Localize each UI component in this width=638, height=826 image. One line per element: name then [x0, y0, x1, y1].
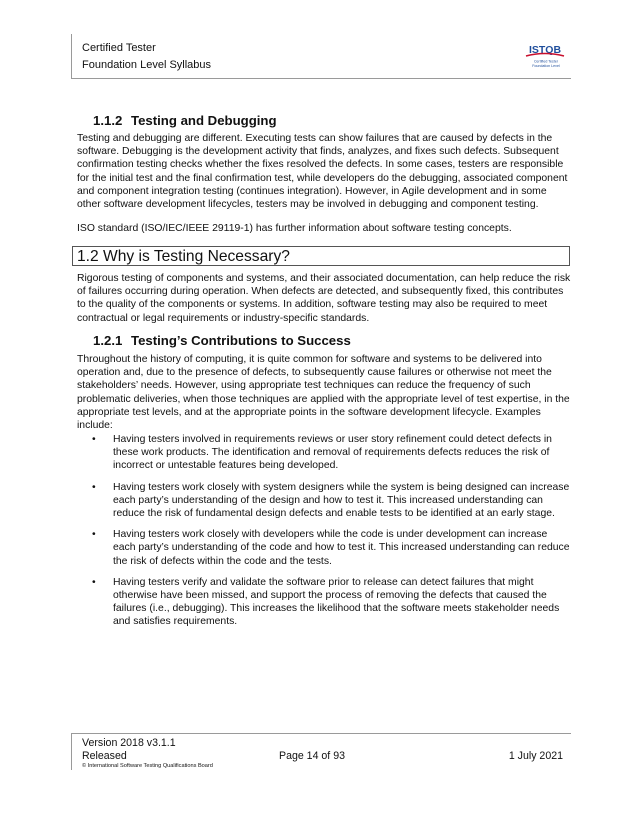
page-header	[71, 34, 571, 79]
footer-page-number: Page 14 of 93	[279, 750, 345, 762]
header-line-1: Certified Tester	[82, 42, 156, 54]
list-item	[77, 433, 571, 473]
bullet-glyph: •	[92, 576, 96, 588]
heading-title: Testing’s Contributions to Success	[131, 333, 351, 348]
paragraph-testing-debugging: Testing and debugging are different. Executing tests can show failures that are caused by defects in the software. Debugging is the development activity that finds, analyzes, and fixes such defects. Subsequent confirmation testing checks whether the fixes resolved the defects. In some cases, testers are responsible for the initial test and the final confirmation test, while developers do the debugging, associated component and component integration testing (continues integration). However, in Agile development and in some other software development lifecycles, testers may be involved in debugging and component testing.	[77, 133, 568, 211]
list-item-text: Having testers work closely with developers while the code is under development can increase each party’s understanding of the code and how to test it. This increased understanding can reduce the risk of defects within the code and the tests.	[113, 529, 570, 567]
list-item	[77, 481, 571, 521]
list-item-text: Having testers involved in requirements reviews or user story refinement could detect defects in these work products. The identification and removal of requirements defects reduces the risk of incorrect or untestable features being developed.	[113, 434, 552, 472]
heading-1-1-2	[93, 112, 277, 129]
footer-status: Released	[82, 750, 127, 762]
list-item-text: Having testers work closely with system designers while the system is being designed can increase each party’s understanding of the design and how to test it. This increased understanding can reduce the risk of fundamental design defects and enable tests to be identified at an early stage.	[113, 481, 570, 520]
header-line-2: Foundation Level Syllabus	[82, 59, 212, 71]
logo-sub-2: Foundation Level	[532, 64, 560, 68]
footer-version: Version 2018 v3.1.1	[82, 737, 176, 749]
list-item	[77, 576, 571, 629]
examples-list	[77, 433, 571, 637]
bullet-glyph: •	[92, 434, 96, 445]
paragraph-contributions: Throughout the history of computing, it is quite common for software and systems to be delivered into operation and, due to the presence of defects, to subsequently cause failures or otherwise not meet the stakeholders’ needs. However, using appropriate test techniques can reduce the frequency of such problematic deliveries, when those techniques are applied with the appropriate level of test expertise, in the appropriate test levels, and at the appropriate points in the software development lifecycle. Examples include:	[77, 354, 570, 432]
paragraph-why-testing: Rigorous testing of components and systems, and their associated documentation, can help reduce the risk of failures occurring during operation. When defects are detected, and subsequently fixed, this contributes to the quality of the components or systems. In addition, software testing may also be required to meet contractual or legal requirements or industry-specific standards.	[77, 273, 571, 324]
logo-text: ISTQB	[528, 44, 562, 56]
logo-sub-1: Certified Tester	[533, 59, 559, 64]
list-item	[77, 528, 571, 568]
heading-1-2-1	[93, 332, 351, 349]
istqb-logo	[522, 42, 568, 72]
header-left-rule	[71, 34, 72, 78]
bullet-glyph: •	[92, 529, 96, 541]
footer-date: 1 July 2021	[508, 750, 563, 762]
page-footer	[71, 733, 571, 770]
paragraph-iso-standard: ISO standard (ISO/IEC/IEEE 29119-1) has further information about software testing concepts.	[77, 223, 512, 234]
heading-1-2-box	[72, 246, 570, 266]
heading-number: 1.2.1	[93, 333, 123, 348]
bullet-glyph: •	[92, 481, 96, 493]
heading-number: 1.1.2	[93, 113, 123, 128]
heading-1-2: 1.2 Why is Testing Necessary?	[77, 248, 290, 265]
footer-copyright: © International Software Testing Qualifications Board	[82, 763, 213, 769]
footer-left-rule	[71, 734, 72, 770]
list-item-text: Having testers verify and validate the software prior to release can detect failures that might otherwise have been missed, and support the process of removing the defects that caused the failures (i.e., debugging). This increases the likelihood that the software meets stakeholder needs and satisfies requirements.	[113, 576, 560, 628]
heading-title: Testing and Debugging	[131, 113, 277, 128]
